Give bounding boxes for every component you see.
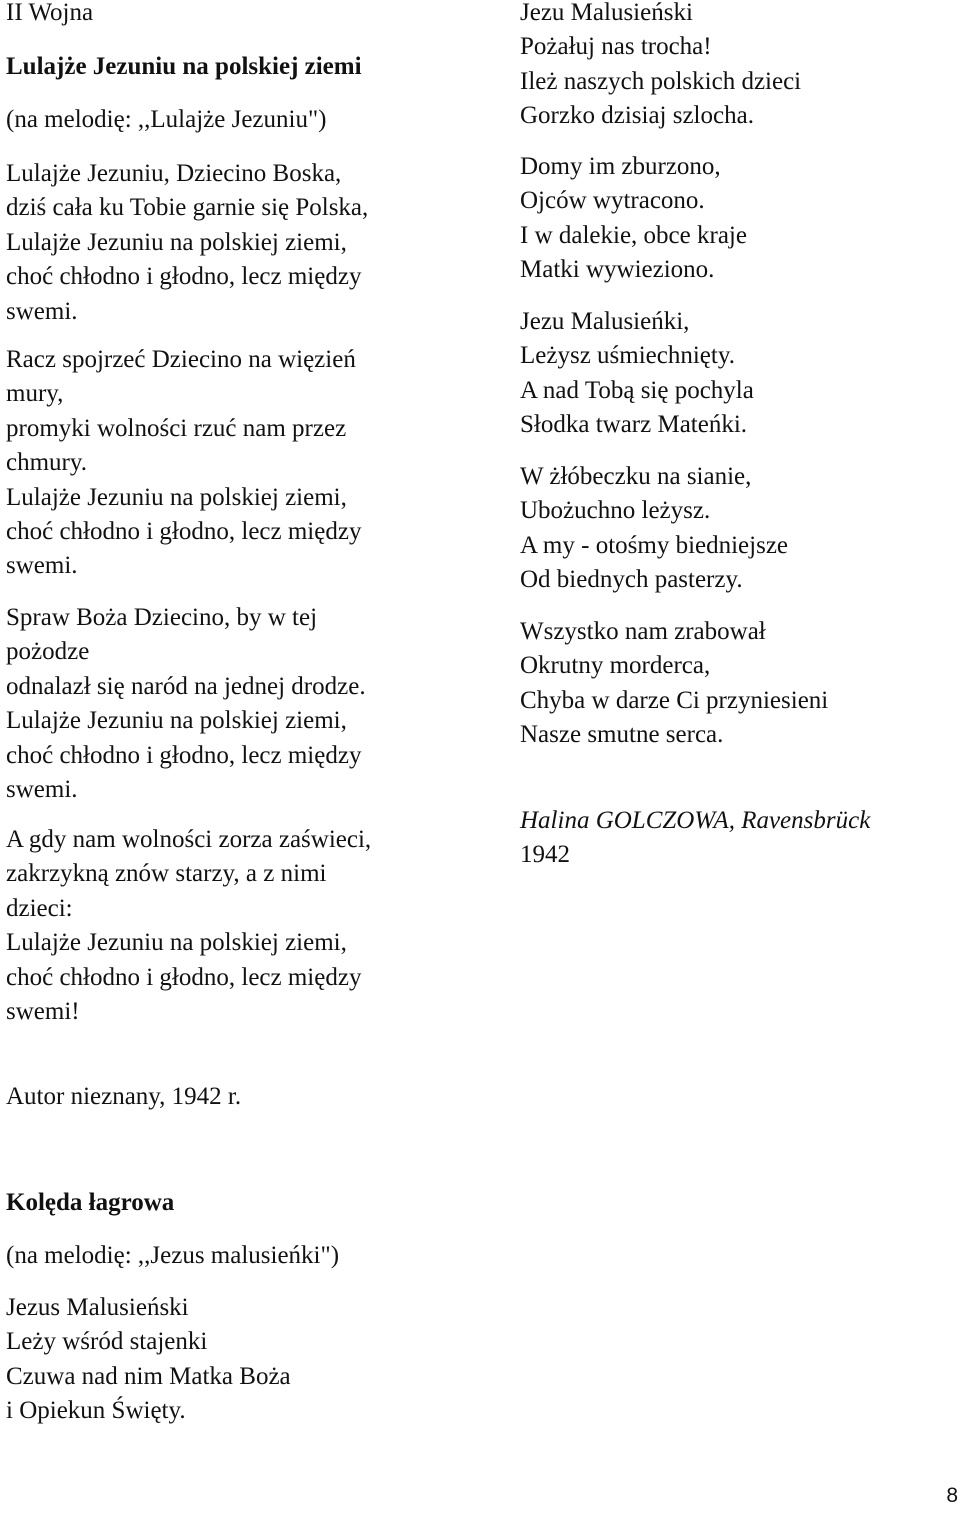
song-1-melody	[6, 103, 327, 137]
song-1-stanza-2	[6, 343, 361, 584]
song-2-stanza-3	[520, 150, 747, 288]
song-2-stanza-4	[520, 305, 754, 443]
verse-line: mury,	[6, 380, 64, 408]
song-1-author	[6, 1080, 241, 1114]
verse-line: odnalazł się naród na jednej drodze.	[6, 672, 366, 700]
verse-line: Lulajże Jezuniu na polskiej ziemi,	[6, 929, 347, 957]
verse-line: Jezu Malusieński	[520, 0, 693, 26]
song-2-stanza-5	[520, 460, 788, 598]
song-2-stanza-2	[520, 0, 801, 134]
verse-line: Wszystko nam zrabował	[520, 618, 766, 645]
verse-line: Jezu Malusieńki,	[520, 308, 690, 335]
section-title-text: II Wojna	[6, 0, 94, 26]
verse-line: promyki wolności rzuć nam przez	[6, 414, 347, 442]
verse-line: Słodka twarz Mateńki.	[520, 411, 748, 439]
song-2-melody-text: (na melodię: ,,Jezus malusieńki")	[6, 1242, 340, 1269]
song-2-author	[520, 804, 870, 873]
verse-line: I w dalekie, obce kraje	[520, 221, 747, 249]
section-title	[6, 0, 93, 30]
verse-line: choć chłodno i głodno, lecz między	[6, 518, 362, 546]
verse-line: choć chłodno i głodno, lecz między	[6, 963, 362, 991]
verse-line: W żłóbeczku na sianie,	[520, 463, 752, 490]
verse-line: Ileż naszych polskich dzieci	[520, 67, 802, 95]
song-2-stanza-6	[520, 615, 828, 753]
verse-line: Nasze smutne serca.	[520, 721, 724, 749]
verse-line: Lulajże Jezuniu na polskiej ziemi,	[6, 707, 347, 735]
verse-line: Domy im zburzono,	[520, 153, 721, 180]
verse-line: Jezus Malusieński	[6, 1294, 189, 1321]
verse-line: Lulajże Jezuniu na polskiej ziemi,	[6, 483, 347, 511]
verse-line: Matki wywieziono.	[520, 256, 715, 284]
verse-line: Spraw Boża Dziecino, by w tej	[6, 604, 318, 631]
verse-line: swemi.	[6, 776, 78, 804]
song-2-melody	[6, 1239, 339, 1273]
verse-line: Gorzko dzisiaj szlocha.	[520, 102, 754, 130]
verse-line: swemi.	[6, 552, 78, 580]
verse-line: A gdy nam wolności zorza zaświeci,	[6, 826, 372, 853]
verse-line: swemi.	[6, 297, 78, 325]
verse-line: chmury.	[6, 449, 87, 477]
verse-line: pożodze	[6, 638, 90, 666]
verse-line: swemi!	[6, 998, 80, 1026]
song-2-stanza-1	[6, 1291, 291, 1429]
verse-line: Pożałuj nas trocha!	[520, 33, 712, 61]
verse-line: dziś cała ku Tobie garnie się Polska,	[6, 194, 369, 222]
verse-line: Racz spojrzeć Dziecino na więzień	[6, 346, 356, 373]
song-1-melody-text: (na melodię: ,,Lulajże Jezuniu")	[6, 106, 327, 133]
verse-line: A my - otośmy biedniejsze	[520, 531, 789, 559]
song-1-stanza-1	[6, 157, 368, 329]
song-1-author-text: Autor nieznany, 1942 r.	[6, 1083, 242, 1110]
page-number: 8	[946, 1484, 958, 1507]
verse-line: Czuwa nad nim Matka Boża	[6, 1362, 291, 1390]
verse-line: A nad Tobą się pochyla	[520, 376, 754, 404]
song-2-year: 1942	[520, 841, 570, 869]
verse-line: Lulajże Jezuniu na polskiej ziemi,	[6, 228, 347, 256]
verse-line: Chyba w darze Ci przyniesieni	[520, 686, 829, 714]
verse-line: Ojców wytracono.	[520, 187, 705, 215]
verse-line: Od biednych pasterzy.	[520, 566, 743, 594]
verse-line: i Opiekun Święty.	[6, 1397, 186, 1425]
verse-line: zakrzykną znów starzy, a z nimi	[6, 860, 327, 888]
song-2-author-text: Halina GOLCZOWA, Ravensbrück	[520, 807, 871, 834]
song-1-stanza-3	[6, 601, 366, 807]
song-1-title	[6, 50, 362, 84]
song-2-title	[6, 1186, 174, 1220]
verse-line: choć chłodno i głodno, lecz między	[6, 263, 362, 291]
verse-line: dzieci:	[6, 894, 73, 922]
song-1-title-text: Lulajże Jezuniu na polskiej ziemi	[6, 53, 362, 80]
verse-line: Leży wśród stajenki	[6, 1328, 208, 1356]
verse-line: choć chłodno i głodno, lecz między	[6, 741, 362, 769]
verse-line: Leżysz uśmiechnięty.	[520, 342, 735, 370]
song-2-title-text: Kolęda łagrowa	[6, 1189, 175, 1216]
verse-line: Lulajże Jezuniu, Dziecino Boska,	[6, 160, 342, 187]
verse-line: Ubożuchno leżysz.	[520, 497, 711, 525]
verse-line: Okrutny morderca,	[520, 652, 711, 680]
song-1-stanza-4	[6, 823, 371, 1029]
